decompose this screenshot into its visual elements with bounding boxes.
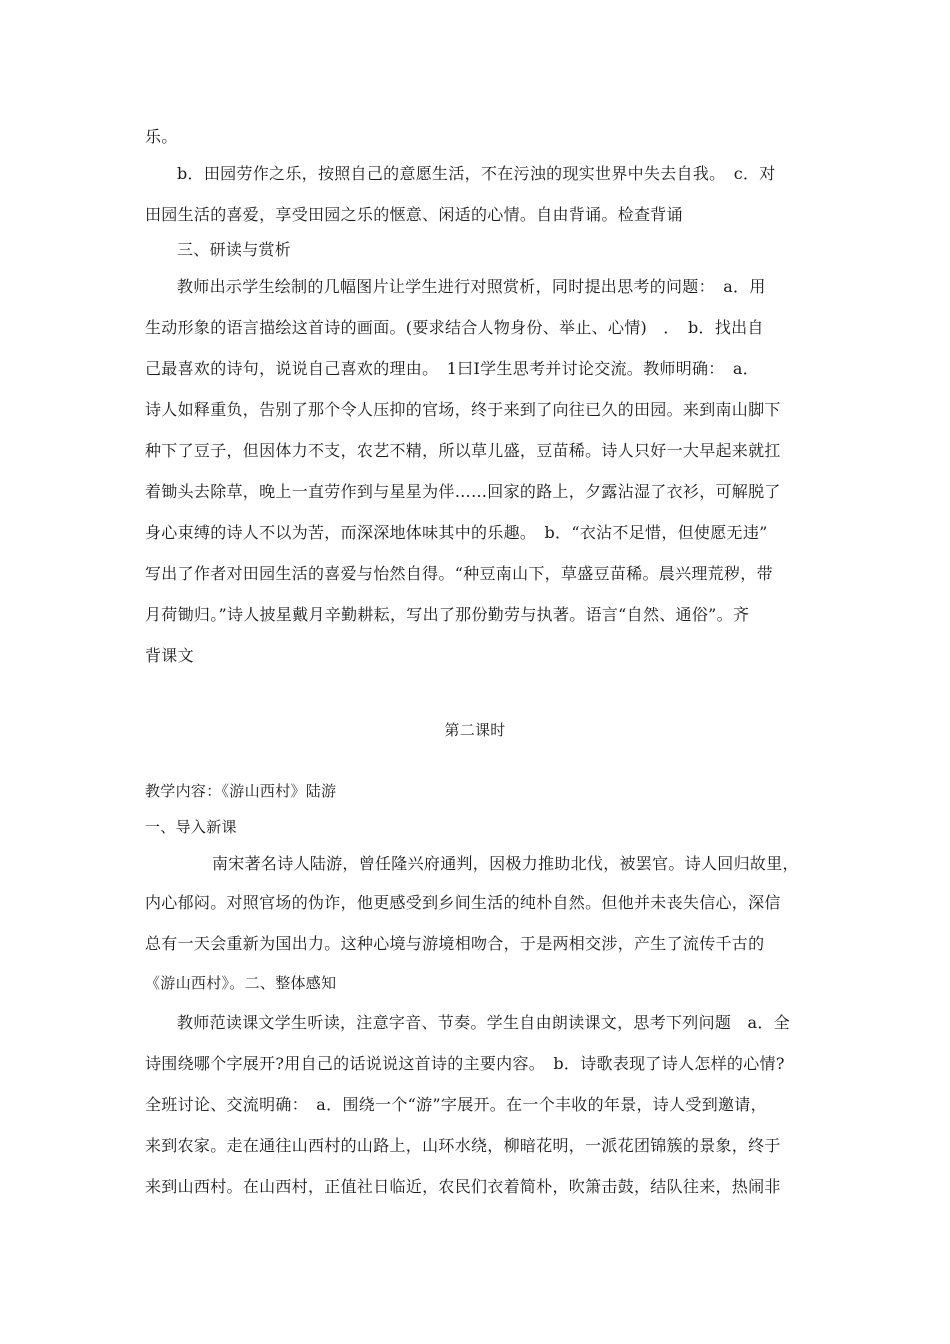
- text-line: 教师出示学生绘制的几幅图片让学生进行对照赏析，同时提出思考的问题： a．用: [177, 277, 766, 296]
- lesson-heading: 第二课时: [444, 721, 506, 739]
- text-line: 总有一天会重新为国出力。这种心境与游境相吻合，于是两相交涉，产生了流传千古的: [145, 934, 765, 953]
- text-line: 背课文: [145, 646, 194, 665]
- text-line: b．田园劳作之乐，按照自己的意愿生活，不在污浊的现实世界中失去自我。 c．对: [177, 164, 776, 183]
- text-line: 诗人如释重负，告别了那个令人压抑的官场，终于来到了向往已久的田园。来到南山脚下: [145, 400, 781, 419]
- teaching-content-line: 教学内容：《游山西村》陆游: [145, 782, 337, 800]
- text-line: 诗围绕哪个字展开?用自己的话说说这首诗的主要内容。 b．诗歌表现了诗人怎样的心情?: [145, 1054, 785, 1073]
- text-line: 生动形象的语言描绘这首诗的画面。(要求结合人物身份、举止、心情) ． b．找出自: [145, 318, 764, 337]
- section-heading: 三、研读与赏析: [177, 240, 292, 259]
- text-line: 来到农家。走在通往山西村的山路上，山环水绕，柳暗花明，一派花团锦簇的景象，终于: [145, 1136, 781, 1155]
- text-line: 来到山西村。在山西村，正值社日临近，农民们衣着简朴，吹箫击鼓，结队往来，热闹非: [145, 1177, 781, 1196]
- text-line: 田园生活的喜爱，享受田园之乐的惬意、闲适的心情。自由背诵。检查背诵: [145, 205, 683, 224]
- section-heading: 一、导入新课: [145, 818, 237, 836]
- text-line: 全班讨论、交流明确： a．围绕一个“游”字展开。在一个丰收的年景，诗人受到邀请，: [145, 1095, 767, 1114]
- text-line: 《游山西村》。二、整体感知: [145, 974, 337, 992]
- text-line: 乐。: [145, 127, 178, 146]
- text-line: 写出了作者对田园生活的喜爱与怡然自得。“种豆南山下，草盛豆苗稀。晨兴理荒秽，带: [145, 564, 773, 583]
- text-line: 月荷锄归。”诗人披星戴月辛勤耕耘，写出了那份勤劳与执著。语言“自然、通俗”。齐: [145, 605, 750, 624]
- text-line: 着锄头去除草，晚上一直劳作到与星星为伴……回家的路上，夕露沾湿了衣衫，可解脱了: [145, 482, 781, 501]
- text-line: 种下了豆子，但因体力不支，农艺不精，所以草儿盛，豆苗稀。诗人只好一大早起来就扛: [145, 441, 781, 460]
- text-line: 身心束缚的诗人不以为苦，而深深地体味其中的乐趣。 b．“衣沾不足惜，但使愿无违”: [145, 523, 768, 542]
- text-line: 内心郁闷。对照官场的伪诈，他更感受到乡间生活的纯朴自然。但他并未丧失信心，深信: [145, 893, 781, 912]
- text-line: 教师范读课文学生听读，注意字音、节奏。学生自由朗读课文，思考下列问题 a．全: [177, 1013, 790, 1032]
- text-line: 南宋著名诗人陆游，曾任隆兴府通判，因极力推助北伐，被罢官。诗人回归故里，: [212, 854, 799, 873]
- text-line: 己最喜欢的诗句，说说自己喜欢的理由。 1曰I学生思考并讨论交流。教师明确： a．: [145, 359, 760, 378]
